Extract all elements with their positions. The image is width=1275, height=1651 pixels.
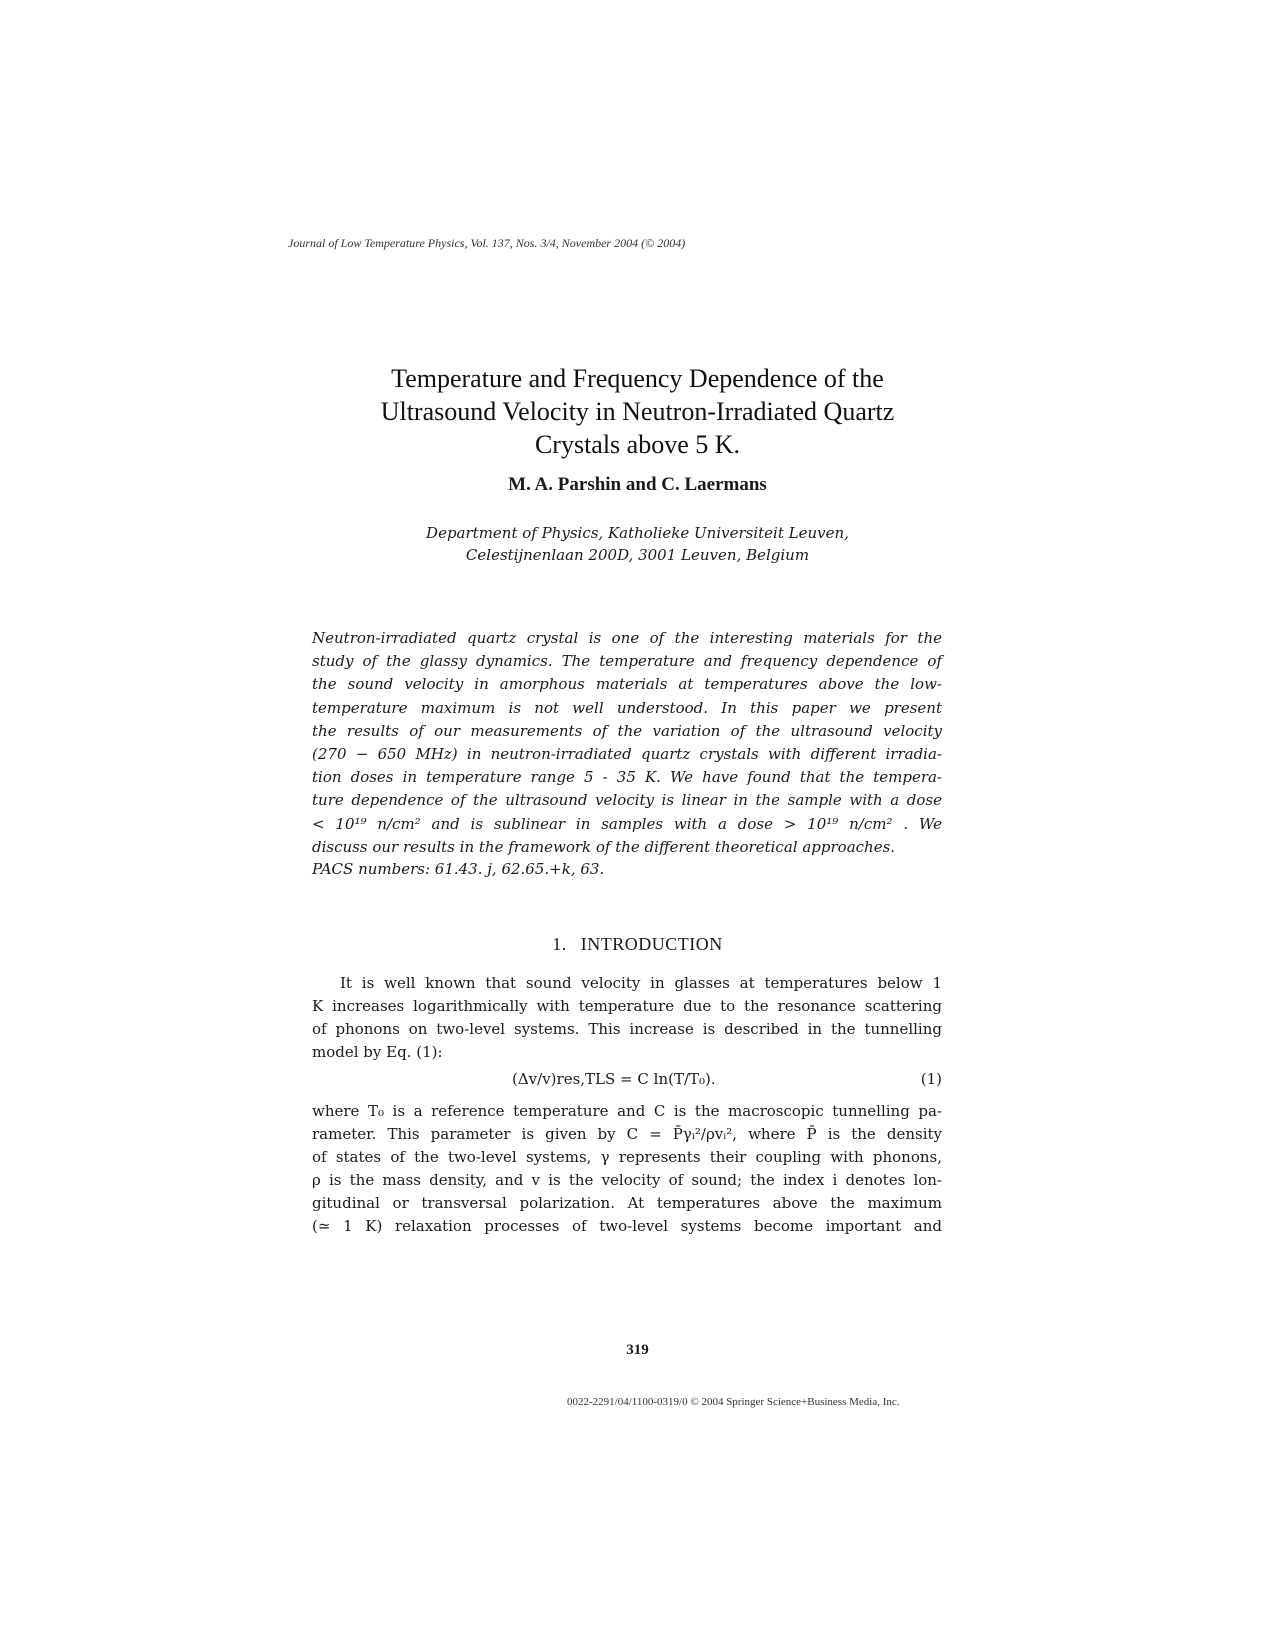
paragraph-line: rameter. This parameter is given by C = P̄γᵢ²/ρvᵢ², where P̄ is the density [312, 1125, 942, 1143]
paragraph-line: ρ is the mass density, and v is the velocity of sound; the index i denotes lon- [312, 1171, 942, 1189]
affiliation-line: Department of Physics, Katholieke Universiteit Leuven, [426, 524, 849, 542]
copyright-line: 0022-2291/04/1100-0319/0 © 2004 Springer Science+Business Media, Inc. [567, 1396, 900, 1408]
abstract-line: the results of our measurements of the variation of the ultrasound velocity [312, 721, 942, 740]
title-line: Temperature and Frequency Dependence of the [391, 364, 884, 393]
abstract-line: tion doses in temperature range 5 - 35 K. We have found that the tempera- [312, 768, 942, 787]
abstract-line: temperature maximum is not well understood. In this paper we present [312, 698, 942, 717]
affiliation-line: Celestijnenlaan 200D, 3001 Leuven, Belgium [465, 546, 810, 564]
affiliation [0, 522, 1275, 566]
abstract-line: < 10¹⁹ n/cm² and is sublinear in samples with a dose > 10¹⁹ n/cm² . We [312, 814, 942, 833]
abstract [312, 627, 942, 859]
title-line: Ultrasound Velocity in Neutron-Irradiated Quartz [380, 397, 895, 426]
paragraph-line: of states of the two-level systems, γ represents their coupling with phonons, [312, 1148, 942, 1166]
paragraph-line: of phonons on two-level systems. This increase is described in the tunnelling [312, 1020, 942, 1038]
equation-1 [312, 1070, 942, 1094]
paper-title [0, 362, 1275, 461]
paragraph-line: where T₀ is a reference temperature and C is the macroscopic tunnelling pa- [312, 1102, 942, 1120]
page-number: 319 [626, 1342, 649, 1358]
paragraph-line: (≃ 1 K) relaxation processes of two-level systems become important and [312, 1217, 942, 1235]
abstract-line: study of the glassy dynamics. The temperature and frequency dependence of [312, 652, 942, 671]
section-heading [0, 934, 1275, 955]
paragraph-line: It is well known that sound velocity in glasses at temperatures below 1 [340, 974, 942, 992]
title-line: Crystals above 5 K. [534, 430, 741, 459]
equation-expression: (Δv/v)res,TLS = C ln(T/T₀). [512, 1070, 716, 1088]
authors: M. A. Parshin and C. Laermans [508, 474, 767, 495]
paragraph-line: K increases logarithmically with temperature due to the resonance scattering [312, 997, 942, 1015]
abstract-line: (270 − 650 MHz) in neutron-irradiated quartz crystals with different irradia- [312, 745, 942, 764]
paragraph-definitions [312, 1100, 942, 1238]
abstract-line: the sound velocity in amorphous materials at temperatures above the low- [312, 675, 942, 694]
section-title: INTRODUCTION [580, 934, 723, 954]
paragraph-line: model by Eq. (1): [312, 1043, 443, 1061]
paragraph-line: gitudinal or transversal polarization. At temperatures above the maximum [312, 1194, 942, 1212]
abstract-line: discuss our results in the framework of the different theoretical approaches. [312, 837, 896, 856]
journal-citation: Journal of Low Temperature Physics, Vol. 137, Nos. 3/4, November 2004 (© 2004) [288, 236, 686, 250]
equation-number: (1) [920, 1070, 942, 1088]
paragraph-intro [312, 972, 942, 1064]
section-number: 1. [552, 934, 567, 954]
abstract-line: Neutron-irradiated quartz crystal is one of the interesting materials for the [312, 629, 942, 647]
pacs-numbers: PACS numbers: 61.43. j, 62.65.+k, 63. [312, 860, 605, 878]
abstract-line: ture dependence of the ultrasound velocity is linear in the sample with a dose [312, 791, 942, 810]
